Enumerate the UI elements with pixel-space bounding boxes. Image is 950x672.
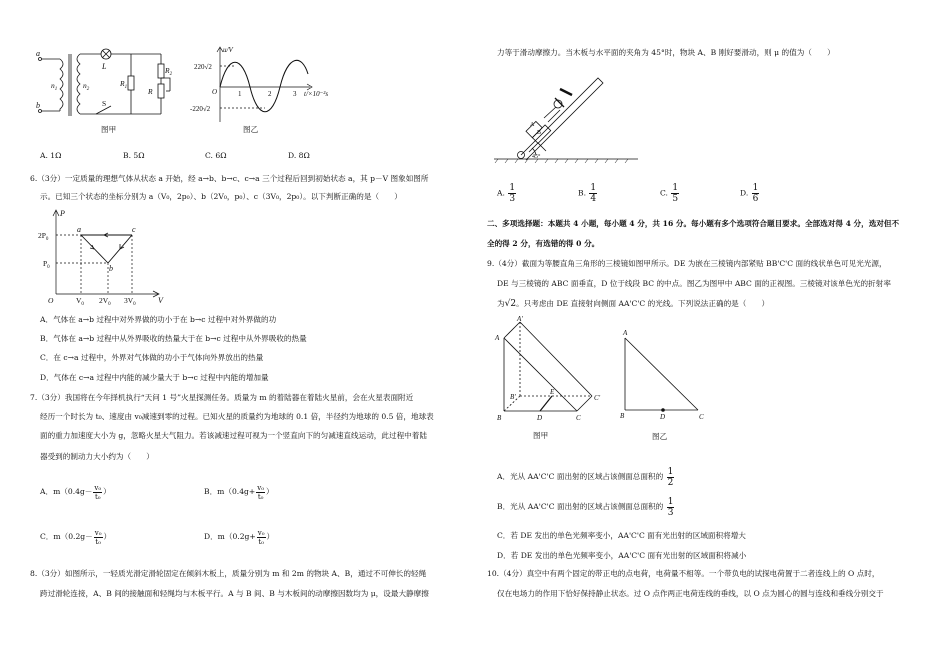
section-2-header-line-1: 二、多项选择题：本题共 4 小题，每小题 4 分，共 16 分。每小题有多个选项符合题目要求。全部选对得 4 分，选对但不: [487, 219, 900, 228]
fraction-numerator: 1: [672, 183, 679, 193]
fraction-denominator: 3: [667, 507, 674, 518]
graph-y-max: 220√2: [194, 63, 212, 71]
prism-caption-yi: 图乙: [652, 432, 668, 441]
label-R1-sub: 1: [124, 85, 128, 90]
q8-option-b-fraction: [589, 183, 597, 204]
q7-stem-line-2: 经历一个时长为 t₀、速度由 v₀减速到零的过程。已知火星的质量约为地球的 0.1 倍，半径约为地球的 0.5 倍，地球表: [40, 412, 434, 421]
section-2-header-line-2: 全的得 2 分，有选错的得 0 分。: [487, 239, 600, 248]
q5-option-b: B. 5Ω: [123, 151, 145, 160]
label-L: L: [102, 62, 107, 71]
graph-origin: O: [212, 88, 218, 96]
q8-option-b-letter: B.: [578, 188, 586, 198]
pv-point-c: c: [132, 225, 136, 234]
q7-option-d-pre: D．m（0.2g+: [204, 532, 256, 541]
q9-stem-line-1: 9.（4分）截面为等腰直角三角形的三棱镜如图甲所示。DE 为嵌在三棱镜内部紧贴 BB'C'C 面的线状单色可见光光源，: [487, 259, 887, 268]
fraction-numerator: 1: [667, 496, 674, 507]
svg-text:P0: [43, 259, 50, 270]
fraction-denominator: 6: [752, 194, 759, 204]
q6-option-d: D．气体在 c→a 过程中内能的减少量大于 b→c 过程中内能的增加量: [40, 373, 269, 382]
pv-2v0-sub: 0: [108, 302, 111, 307]
transformer-circuit-figure: [36, 44, 186, 126]
prism-yi-label-d: D: [660, 413, 666, 421]
fraction-denominator: t₀: [258, 537, 264, 546]
graph-x-tick-2: 2: [268, 90, 272, 98]
prism-yi-label-b: B: [620, 412, 625, 420]
fraction-denominator: 5: [672, 194, 679, 204]
svg-text:n1: [51, 81, 57, 92]
pv-3v0: 3V: [124, 296, 134, 305]
q6-option-a: A．气体在 a→b 过程中对外界做的功小于在 b→c 过程中对外界做的功: [40, 315, 277, 324]
q8-stem-continued: 力等于滑动摩擦力。当木板与水平面的夹角为 45°时，物块 A、B 刚好要滑动，则 μ 的值为（ ）: [497, 48, 835, 57]
q7-option-b: [204, 482, 274, 502]
fraction-numerator: v₀: [94, 483, 102, 492]
svg-text:R2: [164, 66, 173, 77]
q7-option-c-fraction: [94, 529, 103, 546]
pv-diagram: [36, 206, 171, 306]
q9-option-b-text: B．光从 AA'C'C 面出射的区域占该侧面总面积的: [497, 502, 664, 511]
prism-label-a-prime: A': [517, 315, 523, 323]
q6-stem-line-2: 示。已知三个状态的坐标分别为 a（V₀，2p₀）、b（2V₀，p₀）、c（3V₀，2p₀）。以下判断正确的是（ ）: [40, 192, 402, 201]
q8-option-c: [660, 183, 680, 204]
label-n2-sub: 2: [86, 87, 90, 92]
q7-option-b-post: ）: [266, 487, 274, 496]
label-a: a: [36, 49, 40, 58]
fraction-denominator: 3: [509, 194, 516, 204]
fraction-numerator: 1: [509, 183, 516, 193]
fraction-numerator: v₀: [94, 528, 102, 537]
q7-option-b-pre: B．m（0.4g+: [204, 487, 256, 496]
q8-option-a-letter: A.: [497, 188, 505, 198]
q9-line3-post: 。只考虑由 DE 直接射向侧面 AA'C'C 的光线。下列说法正确的是（ ）: [516, 299, 770, 308]
q6-stem-line-1: 6.（3分）一定质量的理想气体从状态 a 开始，经 a→b、b→c、c→a 三个过程后回到初始状态 a，其 p－V 图象如图所: [30, 174, 429, 183]
pv-3v0-sub: 0: [133, 302, 136, 307]
label-b: b: [36, 101, 40, 110]
q9-option-a-fraction: [667, 467, 675, 488]
graph-x-axis-label: t/×10⁻²s: [304, 90, 329, 98]
q7-option-a-post: ）: [103, 487, 111, 496]
figure-caption-yi: 图乙: [243, 125, 259, 134]
q7-stem-line-3: 面的重力加速度大小为 g，忽略火星大气阻力。若该减速过程可视为一个竖直向下的匀减速直线运动，此过程中着陆: [40, 431, 427, 440]
fraction-numerator: v₀: [257, 528, 265, 537]
q8-stem-line-1: 8.（3分）如图所示，一轻质光滑定滑轮固定在倾斜木板上，质量分别为 m 和 2m 的物块 A、B，通过不可伸长的轻绳: [30, 569, 427, 578]
q9-stem-line-3: [497, 298, 769, 310]
pv-v0: V: [76, 296, 82, 305]
q9-option-d: D．若 DE 发出的单色光频率变小，AA'C'C 面有光出射的区域面积将减小: [497, 551, 747, 560]
q7-option-d-post: ）: [266, 532, 275, 541]
q5-option-d: D. 8Ω: [288, 151, 310, 160]
q7-option-b-fraction: [256, 484, 265, 501]
fraction-numerator: 1: [667, 466, 674, 477]
graph-x-tick-1: 1: [238, 90, 242, 98]
pv-origin: O: [48, 296, 54, 305]
q8-option-c-fraction: [671, 183, 679, 204]
label-n1-sub: 1: [54, 87, 58, 92]
pv-p0-sub: 0: [47, 265, 50, 270]
prism-label-c: C: [576, 414, 581, 422]
graph-y-min: -220√2: [190, 105, 211, 113]
svg-text:R1: [119, 79, 127, 90]
incline-label-b: B: [537, 130, 542, 136]
prism-label-b-prime: B': [510, 393, 516, 401]
q9-option-b: [497, 496, 675, 518]
q9-option-a-text: A．光从 AA'C'C 面出射的区域占该侧面总面积的: [497, 472, 664, 481]
label-S: S: [102, 99, 107, 108]
q5-option-a: A. 1Ω: [40, 151, 62, 160]
fraction-numerator: 1: [752, 183, 759, 193]
q7-stem-line-4: 器受到的制动力大小约为（ ）: [40, 452, 154, 461]
graph-x-tick-3: 3: [293, 90, 297, 98]
label-n2: n: [83, 81, 87, 90]
prism-label-e: E: [550, 388, 555, 396]
prism-caption-jia: 图甲: [533, 431, 549, 440]
q7-option-a: [40, 482, 111, 502]
sine-voltage-graph: [190, 44, 330, 124]
fraction-numerator: 1: [590, 183, 597, 193]
q9-stem-line-2: DE 与三棱镜的 ABC 面垂直，D 位于线段 BC 的中点。图乙为图甲中 ABC 面的正视图。三棱镜对该单色光的折射率: [497, 279, 891, 288]
q9-option-a: [497, 466, 675, 488]
q9-option-c: C．若 DE 发出的单色光频率变小，AA'C'C 面有光出射的区域面积将增大: [497, 531, 746, 540]
q6-option-c: C．在 c→a 过程中，外界对气体做的功小于气体向外界放出的热量: [40, 353, 264, 362]
prism-figure-yi: [615, 326, 715, 421]
pv-2p0: 2P: [38, 231, 46, 240]
svg-text:2V0: [99, 296, 111, 307]
pv-2v0: 2V: [99, 296, 109, 305]
q10-stem-line-1: 10.（4分）真空中有两个固定的带正电的点电荷，电荷量不相等。一个带负电的试探电荷置于二者连线上的 O 点时，: [487, 569, 880, 578]
q7-stem-line-1: 7.（3分）我国将在今年择机执行“天问 1 号”火星探测任务。质量为 m 的着陆器在着陆火星前，会在火星表面附近: [30, 393, 414, 402]
fraction-denominator: t₀: [94, 492, 101, 501]
svg-text:n2: [83, 81, 90, 92]
q7-option-a-fraction: [93, 484, 102, 501]
label-n1: n: [51, 81, 55, 90]
incline-angle: 45°: [532, 154, 541, 160]
prism-label-b: B: [497, 414, 502, 422]
fraction-denominator: t₀: [95, 537, 101, 546]
q6-option-b: B．气体在 a→b 过程中从外界吸收的热量大于在 b→c 过程中从外界吸收的热量: [40, 334, 307, 343]
q8-option-b: [578, 183, 598, 204]
prism-label-c-prime: C': [594, 394, 601, 402]
label-R: R: [148, 87, 153, 96]
q8-option-d-fraction: [752, 183, 760, 204]
prism-yi-label-c: C: [699, 413, 704, 421]
pv-p0: P: [43, 259, 48, 268]
q7-option-d: [204, 527, 274, 547]
pv-point-b: b: [109, 264, 113, 273]
svg-text:V0: [76, 296, 84, 307]
q8-option-c-letter: C.: [660, 188, 668, 198]
q9-line3-pre: 为: [497, 299, 505, 308]
q10-stem-line-2: 仅在电场力的作用下恰好保持静止状态。过 O 点作两正电荷连线的垂线，以 O 点为圆心的圆与连线和垂线分别交于: [497, 589, 884, 598]
q7-option-c-post: ）: [103, 532, 112, 541]
q8-option-d-letter: D.: [740, 188, 749, 198]
q7-option-a-pre: A．m（0.4g－: [40, 487, 93, 496]
q8-option-a: [497, 183, 517, 204]
svg-text:2P0: [38, 231, 49, 242]
q7-option-d-fraction: [257, 529, 266, 546]
pv-2p0-sub: 0: [45, 237, 49, 242]
q7-option-c-pre: C．m（0.2g－: [40, 532, 93, 541]
prism-label-d: D: [537, 414, 543, 422]
label-R2-sub: 2: [169, 72, 173, 77]
graph-y-axis-label: u/V: [223, 46, 233, 54]
figure-caption-jia: 图甲: [101, 125, 117, 134]
q5-option-c: C. 6Ω: [205, 151, 227, 160]
incline-pulley-figure: [492, 70, 642, 165]
pv-p-axis: P: [60, 209, 65, 218]
q8-option-d: [740, 183, 760, 204]
svg-text:3V0: [124, 296, 136, 307]
fraction-numerator: v₀: [257, 483, 265, 492]
q8-option-a-fraction: [508, 183, 516, 204]
fraction-denominator: 4: [590, 194, 597, 204]
pv-v0-sub: 0: [81, 302, 84, 307]
label-R1: R: [120, 79, 125, 88]
prism-yi-label-a: A: [623, 329, 628, 337]
q9-option-b-fraction: [667, 497, 675, 518]
label-R2: R: [165, 66, 170, 75]
q8-stem-line-2: 跨过滑轮连接，A、B 间的接触面和轻绳均与木板平行。A 与 B 间、B 与木板间的动摩擦因数均为 μ，设最大静摩擦: [40, 589, 429, 598]
incline-label-a: A: [530, 122, 535, 128]
q9-sqrt2: √2: [504, 299, 517, 309]
fraction-denominator: t₀: [257, 492, 264, 501]
pv-point-a: a: [77, 225, 81, 234]
q7-option-c: [40, 527, 111, 547]
pv-v-axis: V: [158, 296, 163, 305]
fraction-denominator: 2: [667, 477, 674, 488]
prism-label-a: A: [495, 334, 500, 342]
